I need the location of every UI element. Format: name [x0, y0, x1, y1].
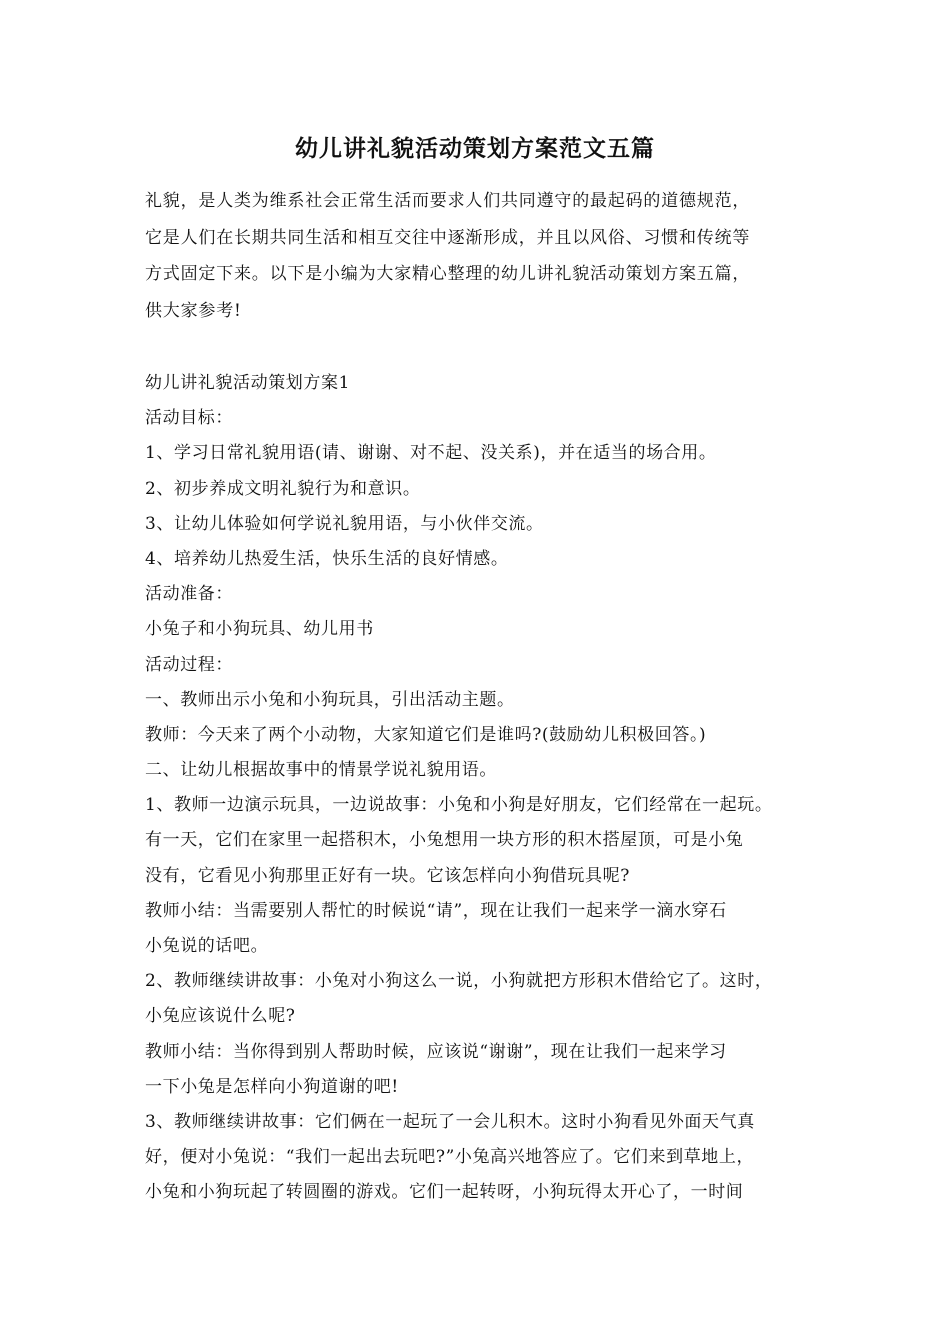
body-line: 小兔子和小狗玩具、幼儿用书: [145, 619, 374, 640]
body-line: 小兔和小狗玩起了转圆圈的游戏。它们一起转呀，小狗玩得太开心了，一时间: [145, 1182, 744, 1203]
body-line: 2、教师继续讲故事：小兔对小狗这么一说，小狗就把方形积木借给它了。这时，: [145, 971, 773, 992]
body-line: 一下小兔是怎样向小狗道谢的吧!: [145, 1076, 399, 1097]
document-title: 幼儿讲礼貌活动策划方案范文五篇: [295, 135, 655, 162]
body-line: 3、让幼儿体验如何学说礼貌用语，与小伙伴交流。: [145, 513, 544, 534]
section-heading: 幼儿讲礼貌活动策划方案1: [145, 373, 351, 393]
body-line: 小兔应该说什么呢?: [145, 1006, 296, 1027]
body-line: 4、培养幼儿热爱生活，快乐生活的良好情感。: [145, 548, 509, 569]
body-line: 好，便对小兔说：“我们一起出去玩吧?”小兔高兴地答应了。它们来到草地上，: [145, 1147, 755, 1168]
body-line: 3、教师继续讲故事：它们俩在一起玩了一会儿积木。这时小狗看见外面天气真: [145, 1111, 755, 1132]
body-line: 1、教师一边演示玩具，一边说故事：小兔和小狗是好朋友，它们经常在一起玩。: [145, 795, 773, 816]
body-line: 教师：今天来了两个小动物，大家知道它们是谁吗?(鼓励幼儿积极回答。): [145, 724, 707, 745]
document-body: [145, 366, 825, 1211]
body-line: 教师小结：当你得到别人帮助时候，应该说“谢谢”，现在让我们一起来学习: [145, 1041, 727, 1062]
intro-line: 它是人们在长期共同生活和相互交往中逐渐形成，并且以风俗、习惯和传统等: [145, 227, 751, 248]
body-line: 没有，它看见小狗那里正好有一块。它该怎样向小狗借玩具呢?: [145, 865, 630, 886]
intro-line: 供大家参考!: [145, 300, 242, 321]
body-line: 1、学习日常礼貌用语(请、谢谢、对不起、没关系)，并在适当的场合用。: [145, 443, 717, 464]
body-line: 有一天，它们在家里一起搭积木，小兔想用一块方形的积木搭屋顶，可是小兔: [145, 830, 744, 851]
body-line: 2、初步养成文明礼貌行为和意识。: [145, 478, 421, 499]
subheading-process: 活动过程：: [145, 654, 233, 675]
intro-line: 方式固定下来。以下是小编为大家精心整理的幼儿讲礼貌活动策划方案五篇，: [145, 264, 751, 284]
intro-line: 礼貌，是人类为维系社会正常生活而要求人们共同遵守的最起码的道德规范，: [145, 191, 751, 211]
subheading-goals: 活动目标：: [145, 408, 233, 429]
intro-paragraph: [145, 183, 825, 329]
body-line: 一、教师出示小兔和小狗玩具，引出活动主题。: [145, 689, 515, 710]
body-line: 教师小结：当需要别人帮忙的时候说“请”，现在让我们一起来学一滴水穿石: [145, 900, 727, 921]
body-line: 小兔说的话吧。: [145, 936, 269, 956]
body-line: 二、让幼儿根据故事中的情景学说礼貌用语。: [145, 760, 497, 781]
subheading-preparation: 活动准备：: [145, 584, 233, 605]
